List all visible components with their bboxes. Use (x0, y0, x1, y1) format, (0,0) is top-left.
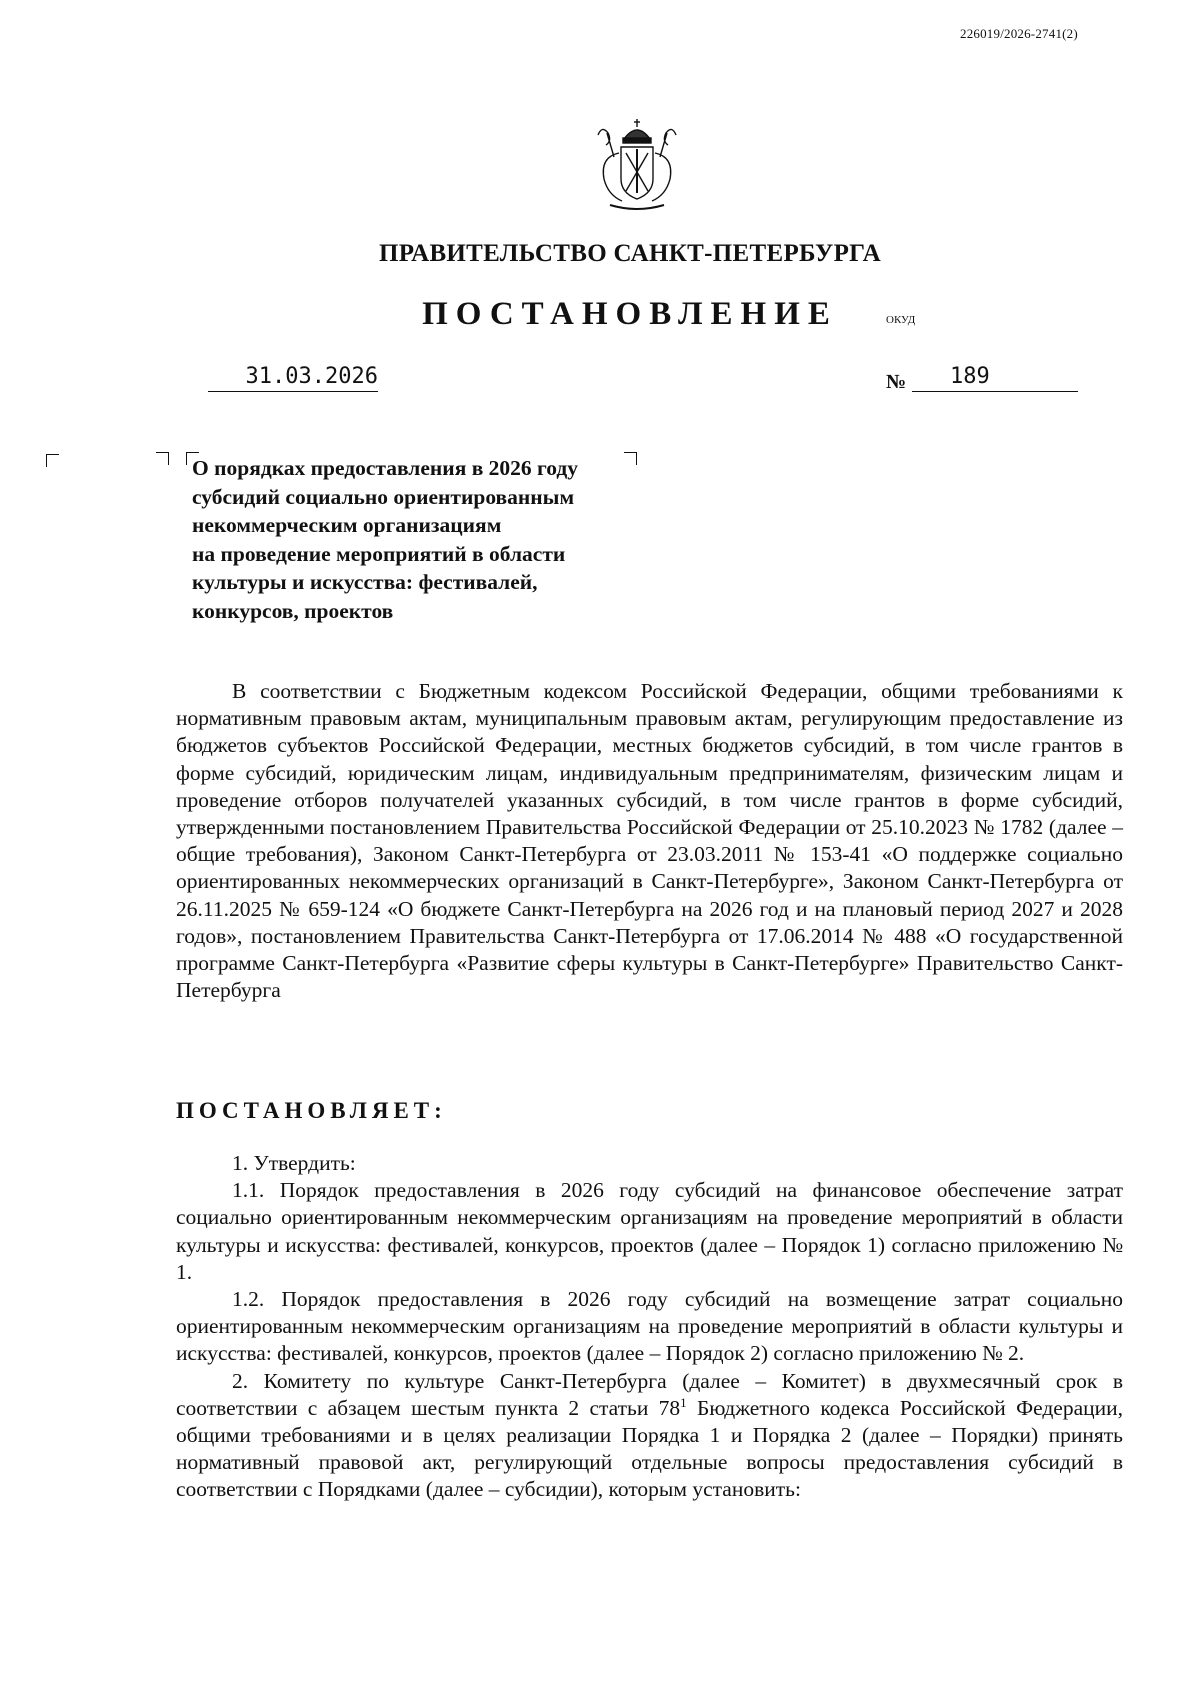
preamble (176, 678, 1123, 1004)
coat-of-arms-emblem (588, 113, 686, 213)
item-2-text-start: 2. Комитету по культуре Санкт-Петербурга (далее – Комитет) в двухмесячный срок в соответствии с абзацем шестым пункта 2 статьи 78 (176, 1368, 1123, 1420)
registration-number: 226019/2026-2741(2) (960, 26, 1078, 41)
item-2 (176, 1368, 1123, 1504)
government-title: ПРАВИТЕЛЬСТВО САНКТ-ПЕТЕРБУРГА (378, 240, 882, 267)
decree-items (176, 1150, 1123, 1504)
document-subject (192, 454, 662, 625)
subject-line: некоммерческим организациям (192, 513, 502, 537)
subject-line: на проведение мероприятий в области (192, 541, 566, 566)
subject-line: О порядках предоставления в 2026 году (192, 456, 579, 480)
item-1-2: 1.2. Порядок предоставления в 2026 году субсидий на возмещение затрат социально ориентированным некоммерческим организациям на проведение мероприятий в области культуры и искусства: фестивалей, конкурсов, проектов (далее – Порядок 2) согласно приложению № 2. (176, 1287, 1123, 1366)
item-2-text-end: Бюджетного кодекса Российской Федерации, общими требованиями и в целях реализации Порядка 1 и Порядка 2 (далее – Порядки) принять нормативный правовой акт, регулирующий отдельные вопросы предоставления субсидий в соответствии с Порядками (далее – субсидии), которым установить: (176, 1395, 1124, 1502)
footnote-superscript: 1 (680, 1394, 687, 1410)
document-number: 189 (912, 364, 1078, 392)
corner-mark (156, 452, 169, 465)
decree-heading: ПОСТАНОВЛЯЕТ: (176, 1098, 447, 1123)
number-sign: № (886, 371, 907, 393)
okud-label: ОКУД (886, 314, 916, 326)
document-date: 31.03.2026 (208, 364, 378, 392)
subject-line: конкурсов, проектов (192, 598, 394, 623)
item-1: 1. Утвердить: (232, 1151, 356, 1175)
item-1-1: 1.1. Порядок предоставления в 2026 году субсидий на финансовое обеспечение затрат социально ориентированным некоммерческим организациям на проведение мероприятий в области культуры и искусства: фестивалей, конкурсов, проектов (далее – Порядок 1) согласно приложению № 1. (176, 1178, 1123, 1284)
subject-line: культуры и искусства: фестивалей, (192, 570, 538, 594)
preamble-paragraph: В соответствии с Бюджетным кодексом Российской Федерации, общими требованиями к нормативным правовым актам, муниципальным правовым актам, регулирующим предоставление из бюджетов субъектов Российской Федерации, местных бюджетов субсидий, в том числе грантов в форме субсидий, юридическим лицам, индивидуальным предпринимателям, физическим лицам и проведение отборов получателей указанных субсидий, в том числе грантов в форме субсидий, утвержденными постановлением Правительства Российской Федерации от 25.10.2023 № 1782 (далее – общие требования), Законом Санкт-Петербурга от 23.03.2011 № 153-41 «О поддержке социально ориентированных некоммерческих организаций в Санкт-Петербурге», Законом Санкт-Петербурга от 26.11.2025 № 659-124 «О бюджете Санкт-Петербурга на 2026 год и на плановый период 2027 и 2028 годов», постановлением Правительства Санкт-Петербурга от 17.06.2014 № 488 «О государственной программе Санкт-Петербурга «Развитие сферы культуры в Санкт-Петербурге» Правительство Санкт-Петербурга (176, 679, 1123, 1003)
subject-line: субсидий социально ориентированным (192, 484, 575, 509)
document-type-heading: ПОСТАНОВЛЕНИЕ (422, 296, 838, 332)
corner-mark (46, 454, 59, 467)
